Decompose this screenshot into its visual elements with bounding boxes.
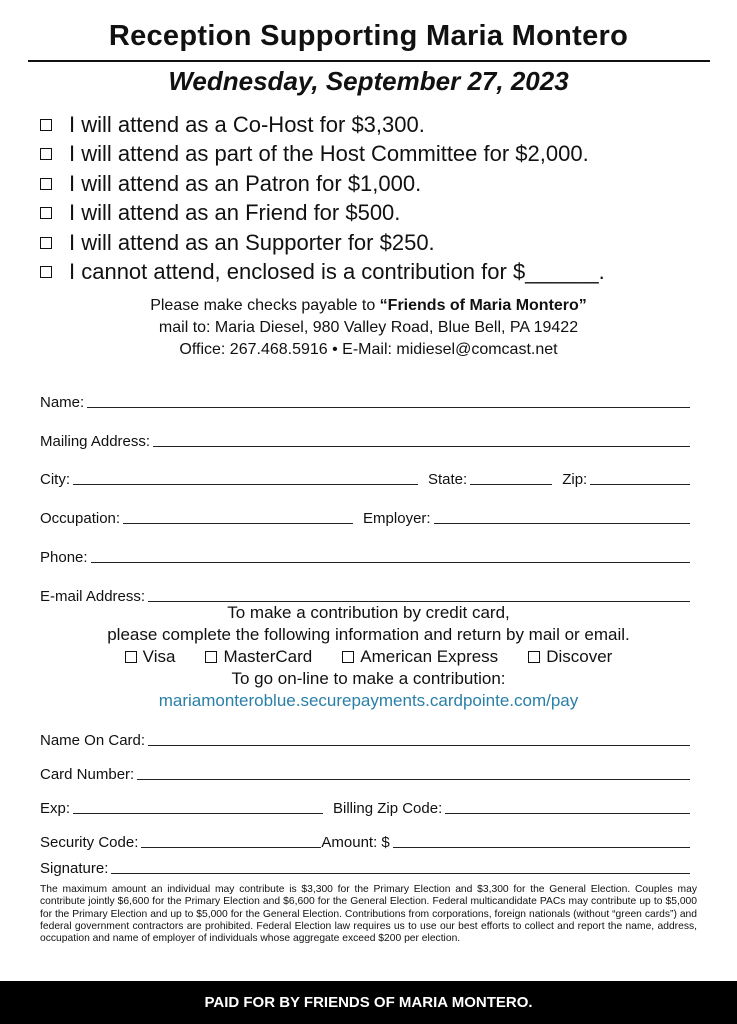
- online-contribution-text: To go on-line to make a contribution:: [231, 669, 506, 688]
- zip-label: Zip:: [562, 471, 588, 489]
- city-field[interactable]: [73, 484, 418, 485]
- event-date: Wednesday, September 27, 2023: [168, 66, 569, 96]
- card-type-options: [0, 646, 737, 668]
- mailing-address-label: Mailing Address:: [40, 432, 151, 450]
- phone-field[interactable]: [91, 562, 690, 563]
- billing-zip-label: Billing Zip Code:: [333, 800, 443, 817]
- state-field[interactable]: [470, 484, 552, 485]
- employer-field[interactable]: [434, 523, 690, 524]
- option-cohost[interactable]: I will attend as a Co-Host for $3,300.: [40, 110, 605, 140]
- state-label: State:: [428, 471, 468, 489]
- paid-for-footer: PAID FOR BY FRIENDS OF MARIA MONTERO.: [0, 981, 737, 1024]
- option-friend[interactable]: I will attend as an Friend for $500.: [40, 199, 605, 229]
- amount-field[interactable]: [393, 847, 690, 848]
- card-option-amex[interactable]: American Express: [342, 646, 498, 668]
- contributor-fields: [40, 372, 690, 605]
- billing-zip-field[interactable]: [445, 813, 690, 814]
- exp-label: Exp:: [40, 800, 71, 817]
- option-cannot-attend[interactable]: I cannot attend, enclosed is a contribution for $______.: [40, 258, 605, 288]
- option-patron[interactable]: I will attend as an Patron for $1,000.: [40, 169, 605, 199]
- amount-label: Amount: $: [321, 834, 390, 851]
- name-label: Name:: [40, 393, 85, 411]
- card-option-visa[interactable]: Visa: [125, 646, 176, 668]
- credit-card-instructions: please complete the following information and return by mail or email.: [107, 625, 630, 644]
- checkbox-host-committee[interactable]: [40, 148, 52, 160]
- payable-name: “Friends of Maria Montero”: [379, 297, 587, 314]
- title-divider: [28, 60, 710, 62]
- card-option-discover[interactable]: Discover: [528, 646, 612, 668]
- name-field[interactable]: [87, 407, 690, 408]
- payable-prefix: Please make checks payable to: [150, 297, 380, 314]
- option-supporter[interactable]: I will attend as an Supporter for $250.: [40, 228, 605, 258]
- occupation-field[interactable]: [123, 523, 353, 524]
- checkbox-visa[interactable]: [125, 651, 137, 663]
- mailing-address-field[interactable]: [153, 446, 690, 447]
- name-on-card-field[interactable]: [148, 745, 690, 746]
- security-code-label: Security Code:: [40, 834, 139, 851]
- payment-instructions: [0, 295, 737, 361]
- checkbox-amex[interactable]: [342, 651, 354, 663]
- zip-field[interactable]: [590, 484, 690, 485]
- checkbox-friend[interactable]: [40, 207, 52, 219]
- legal-disclaimer: The maximum amount an individual may contribute is $3,300 for the Primary Election and $3,300 for the General Election. Couples may contribute jointly $6,600 for the Primary Election and $6,600 for the General Election. Federal multicandidate PACs may contribute up to $5,000 for the Primary Election and up to $5,000 for the General Election. Contributions from corporations, foreign nationals (without “green cards”) and federal government contractors are prohibited. Federal Election law requires us to use our best efforts to collect and report the name, address, occupation and name of employer of individuals whose aggregate exceed $200 per election.: [40, 884, 697, 945]
- occupation-label: Occupation:: [40, 510, 121, 528]
- signature-row: [40, 855, 690, 877]
- email-label: E-mail Address:: [40, 587, 146, 605]
- signature-label: Signature:: [40, 860, 109, 877]
- card-option-mastercard[interactable]: MasterCard: [205, 646, 312, 668]
- phone-label: Phone:: [40, 548, 88, 566]
- mail-to: mail to: Maria Diesel, 980 Valley Road, Blue Bell, PA 19422: [158, 319, 579, 336]
- name-on-card-label: Name On Card:: [40, 732, 146, 749]
- checkbox-discover[interactable]: [528, 651, 540, 663]
- checkbox-cannot-attend[interactable]: [40, 266, 52, 278]
- checkbox-mastercard[interactable]: [205, 651, 217, 663]
- card-fields: [40, 715, 690, 851]
- attendance-options: [40, 110, 605, 287]
- credit-card-section: [0, 602, 737, 712]
- card-number-field[interactable]: [137, 779, 690, 780]
- city-label: City:: [40, 471, 70, 489]
- checkbox-patron[interactable]: [40, 178, 52, 190]
- credit-card-intro: To make a contribution by credit card,: [227, 603, 510, 622]
- page-title: Reception Supporting Maria Montero: [108, 20, 629, 52]
- checkbox-supporter[interactable]: [40, 237, 52, 249]
- contribution-url-link[interactable]: mariamonteroblue.securepayments.cardpointe.com/pay: [158, 691, 579, 710]
- card-number-label: Card Number:: [40, 766, 135, 783]
- option-host-committee[interactable]: I will attend as part of the Host Committee for $2,000.: [40, 140, 605, 170]
- signature-field[interactable]: [111, 873, 690, 874]
- security-code-field[interactable]: [141, 847, 321, 848]
- employer-label: Employer:: [363, 510, 431, 528]
- checkbox-cohost[interactable]: [40, 119, 52, 131]
- contact-info: Office: 267.468.5916 • E-Mail: midiesel@comcast.net: [179, 341, 558, 358]
- exp-field[interactable]: [73, 813, 323, 814]
